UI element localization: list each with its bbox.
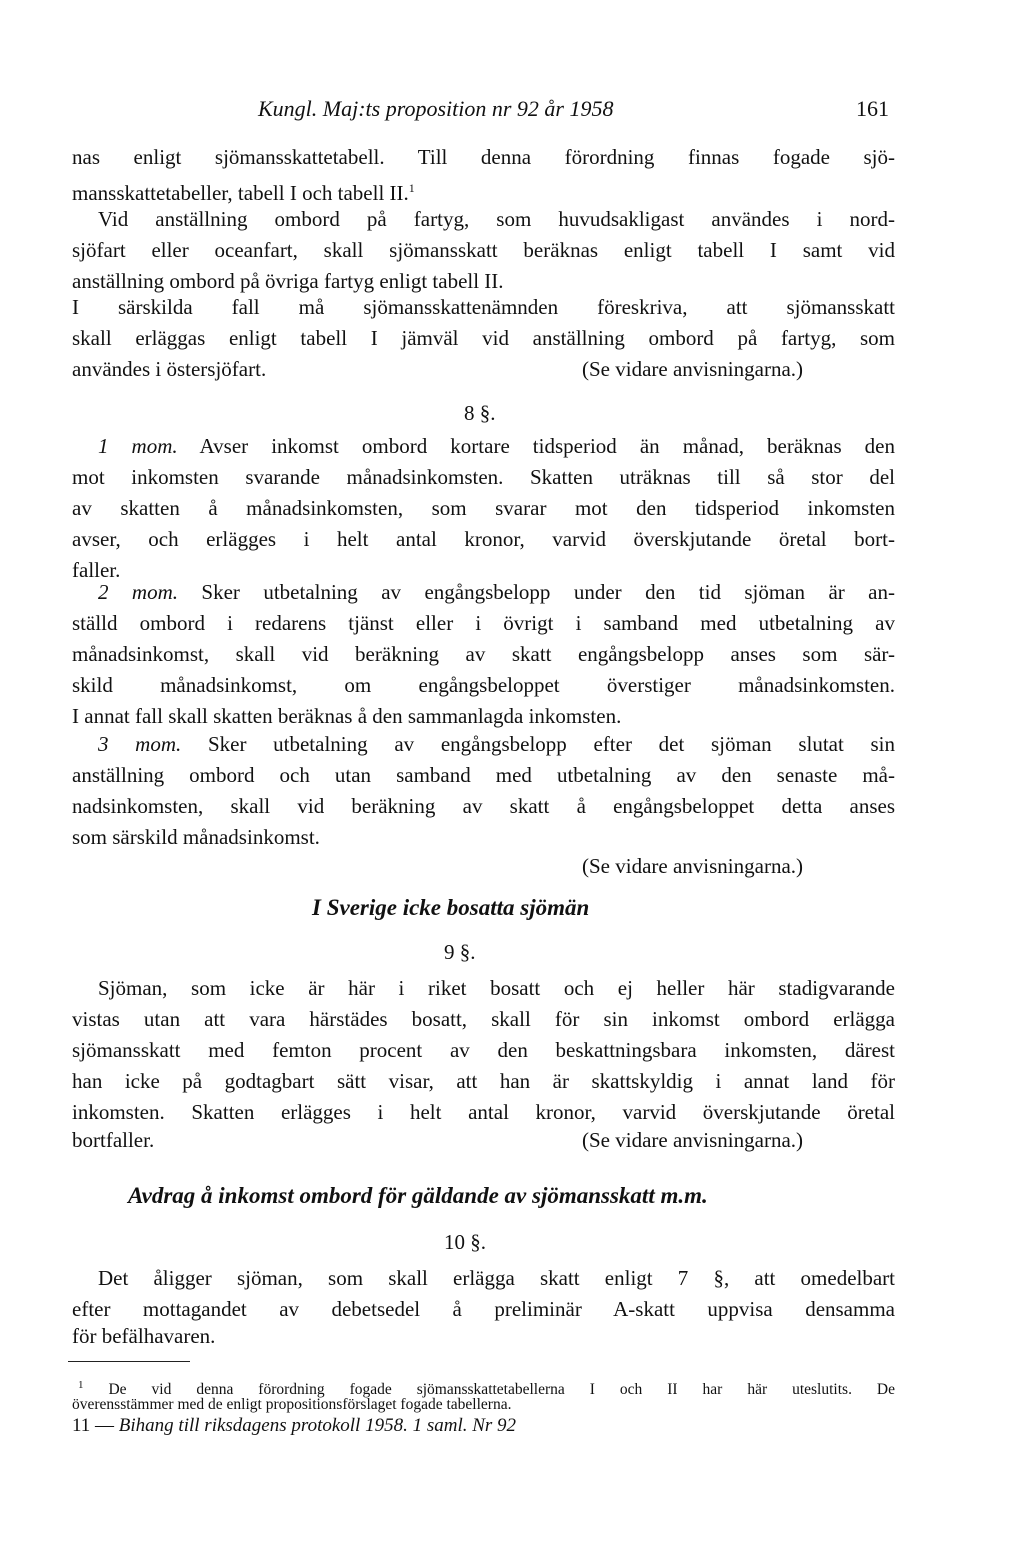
section-heading-10: 10 §. bbox=[444, 1230, 486, 1254]
body-line: anställning ombord på övriga fartyg enligt tabell II. bbox=[72, 269, 504, 293]
footnote-reference: 1 bbox=[408, 181, 415, 195]
footnote-line: $^1$ De vid denna förordning fogade sjömansskattetabellerna I och II har här uteslutits. De bbox=[78, 1379, 895, 1399]
mom-label: 1 mom. bbox=[98, 434, 178, 458]
body-line: Vid anställning ombord på fartyg, som huvudsakligast användes i nord- bbox=[98, 207, 895, 231]
body-line: avser, och erlägges i helt antal kronor, varvid överskjutande öretal bort- bbox=[72, 527, 895, 551]
body-line: 1 mom. Avser inkomst ombord kortare tidsperiod än månad, beräknas den bbox=[98, 434, 896, 458]
section-title: I Sverige icke bosatta sjömän bbox=[312, 895, 590, 920]
body-line: inkomsten. Skatten erlägges i helt antal kronor, varvid överskjutande öretal bbox=[72, 1100, 895, 1124]
body-line: av skatten å månadsinkomsten, som svarar mot den tidsperiod inkomsten bbox=[72, 496, 895, 520]
body-line: nadsinkomsten, skall vid beräkning av skatt å engångsbeloppet detta anses bbox=[72, 794, 895, 818]
body-line: användes i östersjöfart. bbox=[72, 357, 267, 381]
body-line: anställning ombord och utan samband med utbetalning av den senaste må- bbox=[72, 763, 895, 787]
section-heading-9: 9 §. bbox=[444, 940, 476, 964]
running-title: Kungl. Maj:ts proposition nr 92 år 1958 bbox=[258, 96, 614, 121]
body-line: I annat fall skall skatten beräknas å den sammanlagda inkomsten. bbox=[72, 704, 622, 728]
body-line: nas enligt sjömansskattetabell. Till denna förordning finnas fogade sjö- bbox=[72, 145, 895, 169]
signature-title: Bihang till riksdagens protokoll 1958. 1 saml. Nr 92 bbox=[118, 1415, 517, 1436]
section-heading-8: 8 §. bbox=[464, 401, 496, 425]
body-line: 2 mom. Sker utbetalning av engångsbelopp under den tid sjöman är an- bbox=[98, 580, 895, 604]
body-line: ställd ombord i redarens tjänst eller i övrigt i samband med utbetalning av bbox=[72, 611, 895, 635]
body-line: vistas utan att vara härstädes bosatt, skall för sin inkomst ombord erlägga bbox=[72, 1007, 895, 1031]
body-line: sjömansskatt med femton procent av den beskattningsbara inkomsten, därest bbox=[72, 1038, 895, 1062]
body-line: han icke på godtagbart sätt visar, att han är skattskyldig i annat land för bbox=[72, 1069, 895, 1093]
body-line: bortfaller. bbox=[72, 1128, 155, 1152]
footnote-line: överensstämmer med de enligt propositionsförslaget fogade tabellerna. bbox=[72, 1396, 512, 1413]
body-line: mot inkomsten svarande månadsinkomsten. Skatten uträknas till så stor del bbox=[72, 465, 895, 489]
sheet-number: 11 bbox=[72, 1415, 91, 1436]
body-line: 3 mom. Sker utbetalning av engångsbelopp efter det sjöman slutat sin bbox=[98, 732, 896, 756]
body-line: som särskild månadsinkomst. bbox=[72, 825, 320, 849]
body-line: efter mottagandet av debetsedel å preliminär A-skatt uppvisa densamma bbox=[72, 1297, 895, 1321]
body-line: mansskattetabeller, tabell I och tabell II.$^1$ bbox=[72, 181, 415, 205]
see-instructions-note: (Se vidare anvisningarna.) bbox=[582, 854, 804, 878]
body-line: för befälhavaren. bbox=[72, 1324, 216, 1348]
see-instructions-note: (Se vidare anvisningarna.) bbox=[582, 357, 804, 381]
see-instructions-note: (Se vidare anvisningarna.) bbox=[582, 1128, 804, 1152]
body-line: sjöfart eller oceanfart, skall sjömansskatt beräknas enligt tabell I samt vid bbox=[72, 238, 895, 262]
body-line: Det åligger sjöman, som skall erlägga skatt enligt 7 §, att omedelbart bbox=[98, 1266, 895, 1290]
body-line: månadsinkomst, skall vid beräkning av skatt engångsbelopp anses som sär- bbox=[72, 642, 895, 666]
section-title: Avdrag å inkomst ombord för gäldande av sjömansskatt m.m. bbox=[128, 1183, 708, 1208]
body-line: I särskilda fall må sjömansskattenämnden föreskriva, att sjömansskatt bbox=[72, 295, 895, 319]
mom-label: 2 mom. bbox=[98, 580, 178, 604]
body-line: faller. bbox=[72, 558, 121, 582]
page-number: 161 bbox=[856, 96, 889, 121]
signature-line bbox=[72, 1415, 516, 1437]
sheet-dash: — bbox=[95, 1415, 115, 1436]
footnote-marker: 1 bbox=[78, 1379, 84, 1391]
body-line: skild månadsinkomst, om engångsbeloppet överstiger månadsinkomsten. bbox=[72, 673, 895, 697]
body-line: skall erläggas enligt tabell I jämväl vid anställning ombord på fartyg, som bbox=[72, 326, 895, 350]
footnote-rule bbox=[68, 1361, 190, 1362]
mom-label: 3 mom. bbox=[98, 732, 182, 756]
body-line: Sjöman, som icke är här i riket bosatt och ej heller här stadigvarande bbox=[98, 976, 895, 1000]
